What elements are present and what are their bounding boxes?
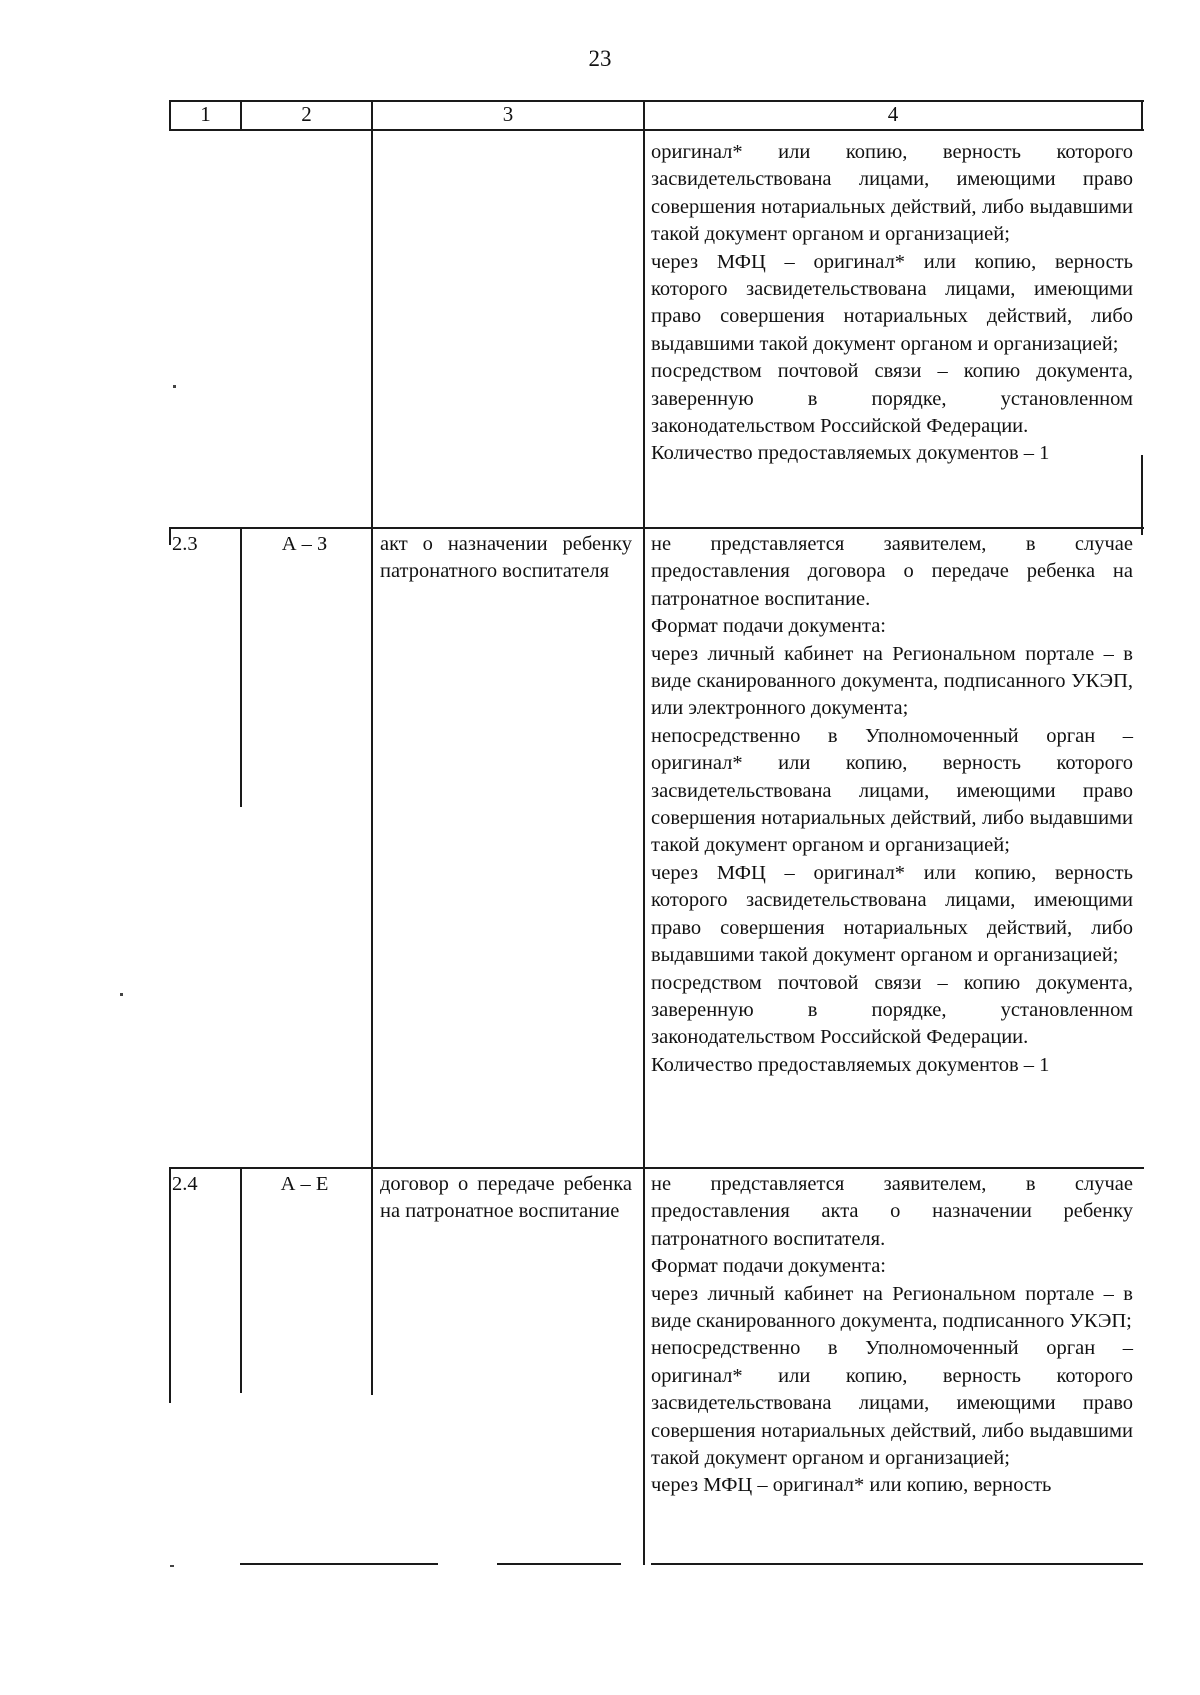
header-bottom-border	[169, 129, 1144, 131]
divider-col1-col2-2-4	[240, 1167, 242, 1393]
row-2-3-name	[380, 531, 632, 586]
paragraph: не представляется заявителем, в случае предоставления договора о передаче ребенка на патронатное воспитание.	[651, 533, 1133, 610]
paragraph: Количество предоставляемых документов – 1	[651, 1053, 1050, 1076]
divider-col1-col2-2-3	[240, 527, 242, 807]
paragraph: не представляется заявителем, в случае предоставления акта о назначении ребенку патронатного воспитателя.	[651, 1173, 1133, 1250]
paragraph: через МФЦ – оригинал* или копию, верность которого засвидетельствована лицами, имеющими право совершения нотариальных действий, либо выдавшими такой документ органом и организацией;	[651, 250, 1133, 355]
row-2-4-name	[380, 1171, 632, 1226]
table-bottom-border-mid	[497, 1563, 621, 1565]
header-col-1: 1	[200, 102, 211, 126]
document-name: договор о передаче ребенка на патронатное воспитание	[380, 1173, 632, 1223]
divider-col3-col4	[643, 100, 645, 1565]
paragraph: непосредственно в Уполномоченный орган – оригинал* или копию, верность которого засвидетельствована лицами, имеющими право совершения нотариальных действий, либо выдавшими такой документ органом и организацией;	[651, 724, 1133, 857]
continuation-col4	[651, 139, 1133, 468]
paragraph: посредством почтовой связи – копию документа, заверенную в порядке, установленном законодательством Российской Федерации.	[651, 971, 1133, 1049]
table-bottom-border-right	[651, 1563, 1143, 1565]
page-number: 23	[588, 46, 612, 71]
row-2-4-num: 2.4	[172, 1173, 198, 1195]
paragraph: через МФЦ – оригинал* или копию, верность которого засвидетельствована лицами, имеющими право совершения нотариальных действий, либо выдавшими такой документ органом и организацией;	[651, 861, 1133, 967]
paragraph: посредством почтовой связи – копию документа, заверенную в порядке, установленном законодательством Российской Федерации.	[651, 360, 1133, 438]
row-2-3-col4	[651, 531, 1133, 1079]
paragraph: через личный кабинет на Региональном портале – в виде сканированного документа, подписанного УКЭП;	[651, 1282, 1133, 1333]
row-2-4-top-border	[169, 1167, 1144, 1169]
border-left-2-3	[169, 527, 171, 545]
scan-speck	[170, 1565, 174, 1567]
scan-speck	[173, 385, 176, 388]
divider-col2-col3	[371, 100, 373, 1395]
header-col-4: 4	[887, 102, 899, 126]
paragraph: Количество предоставляемых документов – 1	[651, 442, 1050, 465]
border-left-2-4	[169, 1167, 171, 1403]
paragraph: Формат подачи документа:	[651, 1255, 886, 1278]
header-col-2: 2	[301, 102, 312, 126]
paragraph: через МФЦ – оригинал* или копию, верность	[651, 1474, 1052, 1497]
paragraph: Формат подачи документа:	[651, 615, 886, 638]
paragraph: непосредственно в Уполномоченный орган – оригинал* или копию, верность которого засвидетельствована лицами, имеющими право совершения нотариальных действий, либо выдавшими такой документ органом и организацией;	[651, 1337, 1133, 1470]
border-right-top	[1141, 100, 1143, 131]
row-2-3-code: А – З	[281, 533, 328, 555]
row-2-4-code: А – Е	[280, 1173, 329, 1195]
header-col-3: 3	[502, 102, 514, 126]
row-2-4-col4	[651, 1171, 1133, 1500]
scan-speck	[120, 993, 123, 996]
paragraph: оригинал* или копию, верность которого засвидетельствована лицами, имеющими право совершения нотариальных действий, либо выдавшими такой документ органом и организацией;	[651, 141, 1133, 246]
table-bottom-border-left	[240, 1563, 438, 1565]
document-name: акт о назначении ребенку патронатного воспитателя	[380, 533, 632, 583]
paragraph: через личный кабинет на Региональном портале – в виде сканированного документа, подписанного УКЭП, или электронного документа;	[651, 642, 1133, 720]
border-right-mid	[1141, 455, 1143, 535]
row-2-3-num: 2.3	[172, 533, 198, 555]
row-2-3-top-border	[169, 527, 1144, 529]
